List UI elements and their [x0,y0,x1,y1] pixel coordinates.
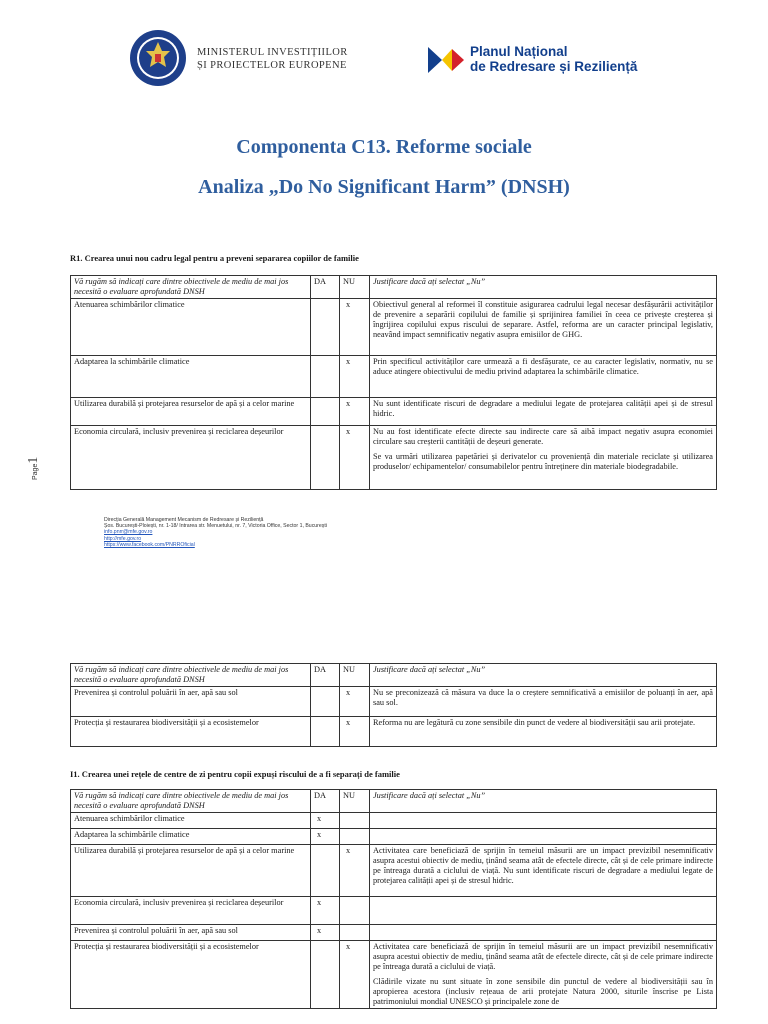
justification-text: Nu sunt identificate riscuri de degradare a mediului legate de protejarea calității apei și de stresul hidric. [373,399,713,418]
justification-cell [370,687,717,717]
justification-cell [370,941,717,1009]
da-cell: x [311,925,340,941]
justification-cell [370,299,717,356]
justification-cell [370,813,717,829]
table-row [71,845,717,897]
footer-facebook-link[interactable]: https://www.facebook.com/PNRROficial [104,541,195,548]
header-justification: Justificare dacă ați selectat „Nu” [370,276,717,299]
footer-line-1: Direcția Generală Management Mecanism de Redresare și Reziliență [104,517,264,523]
da-cell [311,299,340,356]
page-number: 1 [26,456,41,464]
justification-text: Obiectivul general al reformei îl constituie asigurarea cadrului legal necesar desfășurării activităților de prevenire a separării copilului de familie și sprijinirea familiei în ceea ce privește creșterea și îngrijirea copilului expus riscului de separare. Astfel, reforma are un caracter principal legislativ, neavând impact semnificativ negativ asupra emisiilor de GHG. [373,300,713,339]
nu-cell [340,829,370,845]
da-cell [311,356,340,398]
objective-cell: Economia circulară, inclusiv prevenirea și reciclarea deșeurilor [71,897,311,925]
header-objectives: Vă rugăm să indicați care dintre obiectivele de mediu de mai jos necesită o evaluare aprofundată DNSH [71,664,311,687]
justification-text: Nu au fost identificate efecte directe sau indirecte care să aibă impact negativ asupra economiei circulare sau creșterii cantității de deșeuri generate. [373,427,713,446]
section-heading-i1: I1. Crearea unei rețele de centre de zi pentru copii expuși riscului de a fi separați de familie [70,769,400,779]
document-title: Componenta C13. Reforme sociale [236,136,532,158]
table-header-row [71,664,717,687]
nu-cell: x [340,845,370,897]
da-cell [311,845,340,897]
objective-cell: Adaptarea la schimbările climatice [71,356,311,398]
table-row [71,687,717,717]
table-row [71,398,717,426]
nu-cell: x [340,941,370,1009]
nu-cell [340,925,370,941]
nu-cell: x [340,356,370,398]
ministry-line-2: ȘI PROIECTELOR EUROPENE [197,60,347,71]
ministry-line-1: MINISTERUL INVESTIȚIILOR [197,47,348,58]
page-word: Page [32,463,39,480]
dnsh-table-3 [70,789,717,1009]
header-justification: Justificare dacă ați selectat „Nu” [370,790,717,813]
objective-cell: Utilizarea durabilă și protejarea resurselor de apă și a celor marine [71,398,311,426]
page-number-label [26,457,42,480]
da-cell [311,398,340,426]
footer-line-2: Șos. București-Ploiești, nr. 1-18/ Intrarea str. Menuetului, nr. 7, Victoria Office, Sector 1, București [104,523,327,530]
table-row [71,426,717,490]
header-objectives: Vă rugăm să indicați care dintre obiectivele de mediu de mai jos necesită o evaluare aprofundată DNSH [71,790,311,813]
dnsh-table-1 [70,275,717,490]
da-cell [311,426,340,490]
nu-cell: x [340,426,370,490]
footer-website-link[interactable]: http://mfe.gov.ro [104,535,142,542]
justification-cell [370,398,717,426]
da-cell: x [311,813,340,829]
da-cell [311,687,340,717]
objective-cell: Atenuarea schimbărilor climatice [71,813,311,829]
da-cell: x [311,897,340,925]
justification-cell [370,829,717,845]
header-nu: NU [340,790,370,813]
justification-text: Clădirile vizate nu sunt situate în zone sensibile din punctul de vedere al biodiversității sau în apropierea acestora (inclusiv rețeaua de arii protejate Natura 2000, siturile înscrise pe Lista patrimoniului mondial UNESCO și principalele zone de [373,977,713,1006]
objective-cell: Protecția și restaurarea biodiversității și a ecosistemelor [71,941,311,1009]
section-heading-r1: R1. Crearea unui nou cadru legal pentru a preveni separarea copiilor de familie [70,253,359,263]
document-subtitle: Analiza „Do No Significant Harm” (DNSH) [198,176,570,198]
header-da: DA [311,276,340,299]
nu-cell [340,813,370,829]
objective-cell: Prevenirea și controlul poluării în aer, apă sau sol [71,687,311,717]
objective-cell: Economia circulară, inclusiv prevenirea și reciclarea deșeurilor [71,426,311,490]
da-cell [311,941,340,1009]
justification-text: Se va urmări utilizarea papetăriei și derivatelor cu proveniență din materiale reciclate și utilizarea produselor/ echipamentelor/ consumabilelor pentru întreținere din materiale biodegradabile. [373,452,713,471]
justification-cell [370,356,717,398]
table-row [71,356,717,398]
header-objectives: Vă rugăm să indicați care dintre obiectivele de mediu de mai jos necesită o evaluare aprofundată DNSH [71,276,311,299]
justification-text: Reforma nu are legătură cu zone sensibile din punct de vedere al biodiversității sau arii protejate. [373,718,696,727]
justification-cell [370,925,717,941]
table-row [71,897,717,925]
da-cell: x [311,829,340,845]
pnrr-logo-icon [428,45,464,75]
ministry-name [197,46,348,72]
objective-cell: Atenuarea schimbărilor climatice [71,299,311,356]
page-footer [104,517,327,548]
justification-text: Activitatea care beneficiază de sprijin în temeiul măsurii are un impact previzibil nesemnificativ asupra acestui obiectiv de mediu, ținând seama atât de efectele directe, cât și de cele primare indirecte pe întreaga durată a ciclului de viață. [373,942,713,971]
table-row [71,717,717,747]
footer-email-link[interactable]: info.pnrr@mfe.gov.ro [104,529,153,536]
dnsh-table-2 [70,663,717,747]
pnrr-line-2: de Redresare și Reziliență [470,59,638,74]
table-row [71,941,717,1009]
pnrr-name [470,44,637,74]
objective-cell: Protecția și restaurarea biodiversității și a ecosistemelor [71,717,311,747]
justification-cell [370,717,717,747]
table-row [71,299,717,356]
table-row [71,829,717,845]
header-nu: NU [340,276,370,299]
table-header-row [71,790,717,813]
header-nu: NU [340,664,370,687]
table-header-row [71,276,717,299]
nu-cell: x [340,687,370,717]
objective-cell: Adaptarea la schimbările climatice [71,829,311,845]
justification-cell [370,845,717,897]
header-justification: Justificare dacă ați selectat „Nu” [370,664,717,687]
da-cell [311,717,340,747]
justification-text: Activitatea care beneficiază de sprijin în temeiul măsurii are un impact previzibil nesemnificativ asupra acestui obiectiv de mediu, ținând seama atât de efectele directe, cât și de cele primare indirecte pe întreaga durată a ciclului de viață. Nu sunt identificate riscuri de degradare a mediului legate de protejarea calității apei și de stresul hidric. [373,846,713,885]
nu-cell: x [340,717,370,747]
justification-text: Nu se preconizează că măsura va duce la o creștere semnificativă a emisiilor de poluanți în aer, apă sau sol. [373,688,713,707]
justification-cell [370,426,717,490]
table-row [71,925,717,941]
nu-cell: x [340,299,370,356]
header-da: DA [311,790,340,813]
pnrr-line-1: Planul Național [470,44,568,59]
government-seal-icon [129,29,187,87]
objective-cell: Prevenirea și controlul poluării în aer, apă sau sol [71,925,311,941]
objective-cell: Utilizarea durabilă și protejarea resurselor de apă și a celor marine [71,845,311,897]
justification-text: Prin specificul activităților care urmează a fi desfășurate, ce au caracter legislativ, normativ, nu se aduce atingere obiectivului de mediu privind adaptarea la schimbările climatice. [373,357,713,376]
nu-cell [340,897,370,925]
table-row [71,813,717,829]
nu-cell: x [340,398,370,426]
header-da: DA [311,664,340,687]
justification-cell [370,897,717,925]
